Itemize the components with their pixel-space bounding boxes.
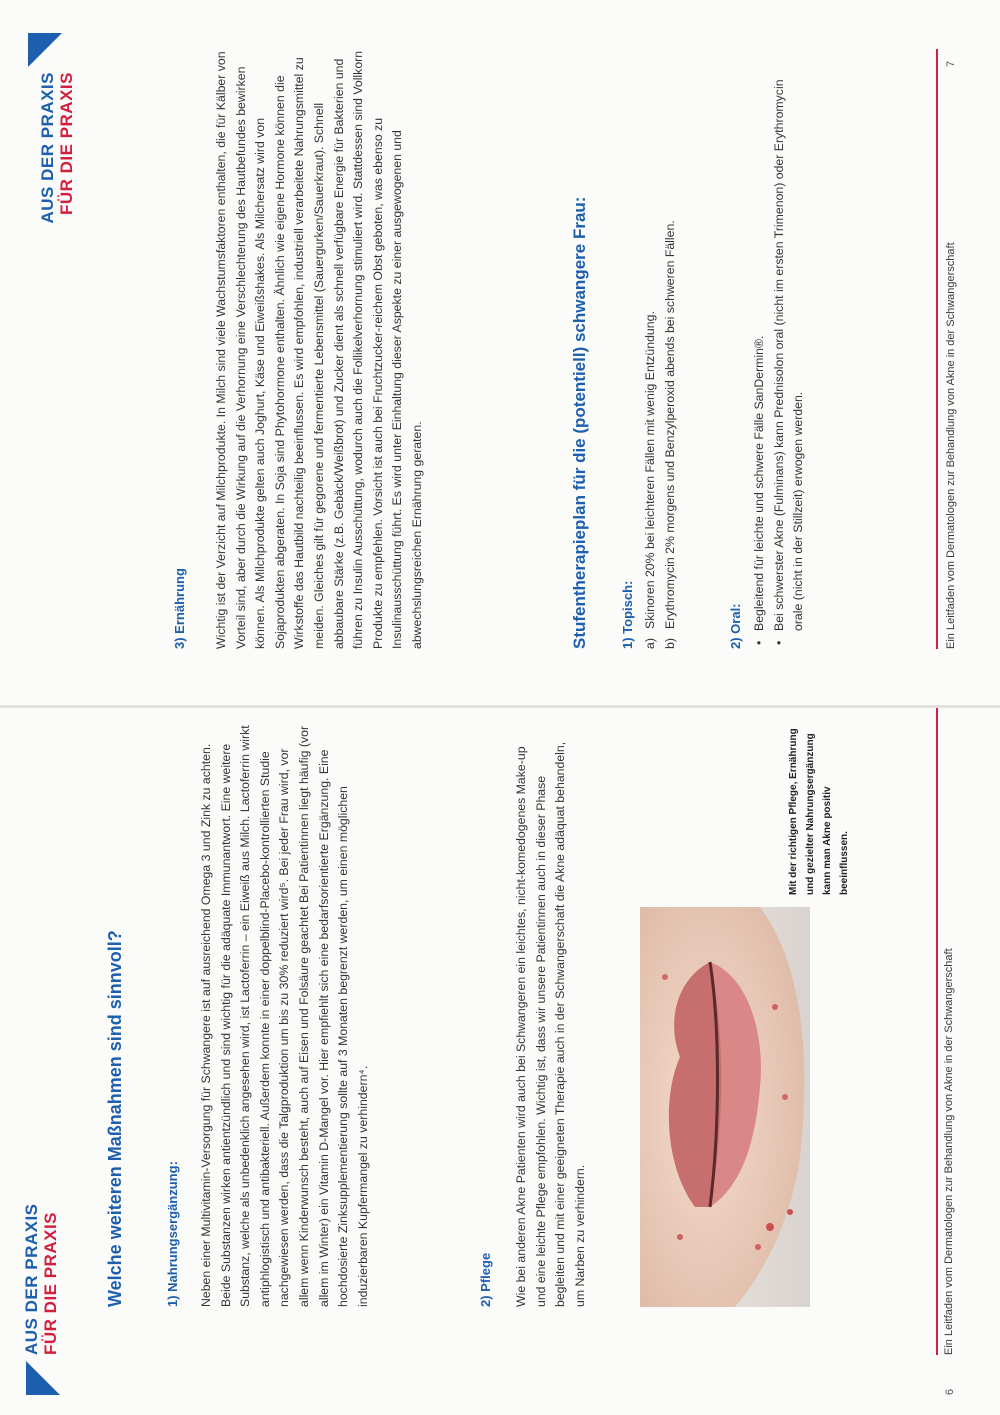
page-6 xyxy=(0,708,1000,1415)
section-heading-nahrungsergaenzung: 1) Nahrungsergänzung: xyxy=(165,1161,180,1307)
section-text-pflege: Wie bei anderen Akne Patienten wird auch bei Schwangeren ein leichtes, nicht-komedogenes Make-up und eine leichte Pflege empfohlen. Wichtig ist, dass wir unsere Patientinnen auch in dieser Phase begleiten und mit einer geeigneten Therapie auch in der Schwangerschaft die Akne adäquat behandeln, um Narben zu verhindern. xyxy=(514,741,587,1307)
list-item-text: Skinoren 20% bei leichteren Fällen mit wenig Entzündung. xyxy=(643,311,657,629)
oral-list xyxy=(750,49,809,649)
list-item xyxy=(641,49,661,649)
logo xyxy=(38,72,76,232)
page-title: Welche weiteren Maßnahmen sind sinnvoll? xyxy=(105,930,125,1307)
page-number: 6 xyxy=(944,1388,956,1395)
section-heading-pflege: 2) Pflege xyxy=(478,1252,493,1307)
logo-line2: FÜR DIE PRAXIS xyxy=(57,72,76,216)
list-item-label: b) xyxy=(662,638,677,649)
list-item: • Begleitend für leichte und schwere Fälle SanDermin®. xyxy=(750,49,770,649)
footer-text: Ein Leitfaden vom Dermatologen zur Behandlung von Akne in der Schwangerschaft xyxy=(945,242,957,649)
logo-line1: AUS DER PRAXIS xyxy=(38,72,57,224)
logo-line2: FÜR DIE PRAXIS xyxy=(41,1211,60,1355)
list-item: • Bei schwerster Akne (Fulminans) kann Prednisolon oral (nicht im ersten Trimenon) oder Erythromycin orale (nicht in der Stillzeit) erwogen werden. xyxy=(770,49,809,649)
page-7 xyxy=(0,0,1000,707)
oral-heading: 2) Oral: xyxy=(728,603,743,649)
photo-caption: Mit der richtigen Pflege, Ernährung und gezielter Nahrungsergänzung kann man Akne positiv beeinflussen. xyxy=(788,728,850,895)
logo-triangle-icon xyxy=(28,33,62,67)
topisch-heading: 1) Topisch: xyxy=(620,580,635,649)
logo-triangle-icon xyxy=(26,1361,60,1395)
section-text-nahrungsergaenzung: Neben einer Multivitamin-Versorgung für Schwangere ist auf ausreichend Omega 3 und Zink zu achten. Beide Substanzen wirken antientzündlich und sind wichtig für die adäquate Immunantwort. Eine weitere Substanz, welche als unbedenklich angesehen wird, ist Lactoferrin – ein Eiweiß aus Milch. Lactoferrin wirkt antiphlogistisch und antibakteriell. Außerdem konnte in einer doppelblind-Placebo-kontrollierten Studie nachgewiesen werden, dass die Talgproduktion um bis zu 30% reduziert wird⁵. Bei jeder Frau wird, vor allem wenn Kinderwunsch besteht, auch auf Eisen und Folsäure geachtet Bei Patientinnen liegt häufig (vor allem im Winter) ein Vitamin D-Mangel vor. Hier empfiehlt sich eine bedarfsorientierte Ergänzung. Eine hochdosierte Zinksupplementierung sollte auf 3 Monaten begrenzt werden, um einen möglichen induzierbaren Kupfermangel zu verhindern⁴. xyxy=(199,725,370,1307)
section-text-ernaehrung: Wichtig ist der Verzicht auf Milchprodukte. In Milch sind viele Wachstumsfaktoren enthalten, die für Kälber von Vorteil sind, aber durch die Wirkung auf die Verhornung eine Verschlechterung des Hautbefundes bewirken können. Als Milchprodukte gelten auch Joghurt, Käse und Eiweißshakes. Als Milchersatz wird von Sojaprodukten abgeraten. In Soja sind Phytohormone enthalten. Ähnlich wie eigene Hormone können die Wirkstoffe das Hautbild nachteilig beeinflussen. Es wird empfohlen, industriell verarbeitete Nahrungsmittel zu meiden. Gleiches gilt für gegorene und fermentierte Lebensmittel (Sauergurken/Sauerkraut). Schnell abbaubare Stärke (z.B. Gebäck/Weißbrot) und Zucker dient als schnell verfügbare Energie für Bakterien und führen zu Insulin Ausschüttung, wodurch auch die Follikelverhornung stimuliert wird. Stattdessen sind Vollkorn Produkte zu empfehlen. Vorsicht ist auch bei Fruchtzucker-reichem Obst geboten, was ebenso zu Insulinausschüttung führt. Es wird unter Einhaltung dieser Aspekte zu einer ausgewogenen und abwechslungsreichen Ernährung geraten. xyxy=(214,50,424,649)
section-heading-ernaehrung: 3) Ernährung xyxy=(172,568,187,649)
list-item-text: Erythromycin 2% morgens und Benzylperoxid abends bei schweren Fällen. xyxy=(662,220,677,629)
page-number: 7 xyxy=(945,60,957,67)
footer-rule xyxy=(936,620,938,1355)
lips-acne-photo xyxy=(640,907,810,1307)
plan-title: Stufentherapieplan für die (potentiell) schwangere Frau: xyxy=(570,196,589,649)
footer-text: Ein Leitfaden vom Dermatologen zur Behandlung von Akne in der Schwangerschaft xyxy=(943,948,955,1355)
list-item xyxy=(661,49,681,649)
topisch-list xyxy=(641,49,680,649)
list-item-label: a) xyxy=(643,638,657,649)
footer-rule xyxy=(936,49,938,649)
logo xyxy=(22,1203,60,1355)
page-fold xyxy=(0,705,1000,708)
lips-acne-image xyxy=(640,907,810,1307)
logo-line1: AUS DER PRAXIS xyxy=(22,1203,41,1355)
